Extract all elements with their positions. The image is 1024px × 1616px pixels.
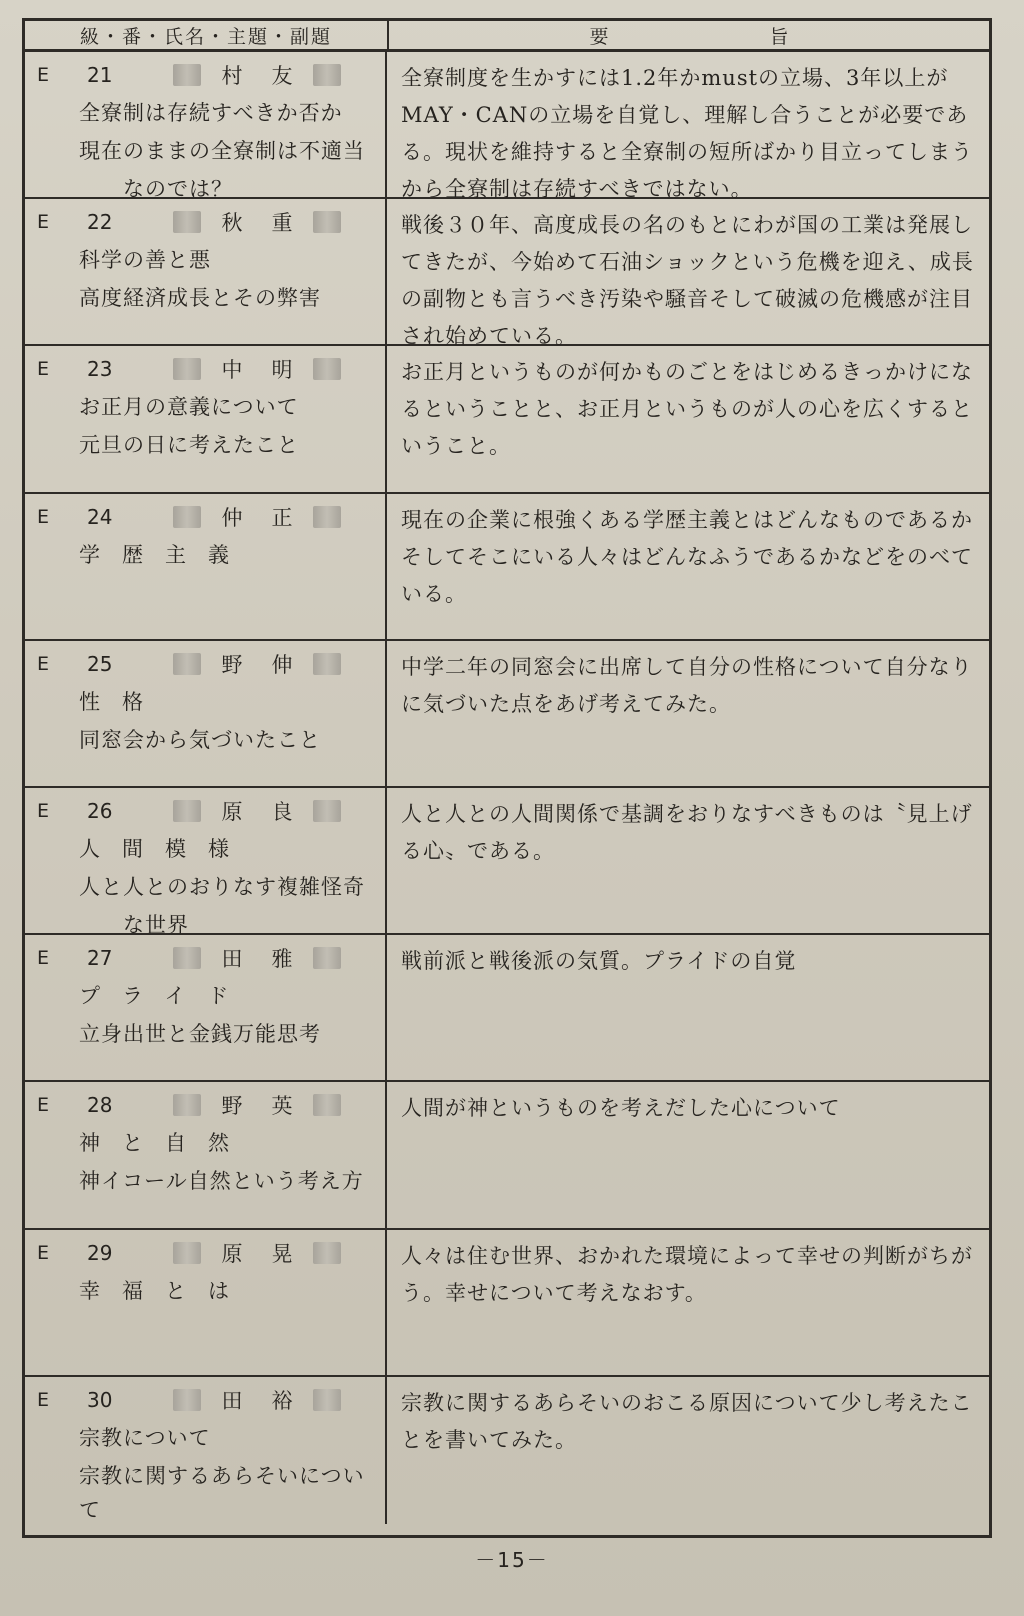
redacted-name-part — [313, 800, 341, 822]
entry-info — [25, 494, 387, 639]
entry-class: E — [37, 652, 50, 675]
entry-title: 宗教について — [79, 1425, 211, 1450]
table-row — [25, 494, 989, 641]
entry-info — [25, 346, 387, 491]
name-char-1: 田 — [221, 1388, 243, 1413]
redacted-name-part — [313, 947, 341, 969]
entry-class: E — [37, 505, 50, 528]
entry-subtitle: 同窓会から気づいたこと — [79, 727, 321, 752]
entry-subtitle: 高度経済成長とその弊害 — [79, 286, 321, 311]
entry-number: 24 — [87, 504, 113, 529]
entry-title: 人間模様 — [79, 836, 251, 861]
entry-info — [25, 199, 387, 344]
redacted-name-part — [173, 211, 201, 233]
entry-summary: 現在の企業に根強くある学歴主義とはどんなものであるかそしてそこにいる人々はどんなふうであるかなどをのべている。 — [401, 507, 973, 606]
entry-title: 科学の善と悪 — [79, 248, 211, 273]
name-char-1: 田 — [221, 947, 243, 972]
entry-id-line — [37, 352, 375, 386]
entry-summary: 人間が神というものを考えだした心について — [401, 1096, 841, 1121]
redacted-name-part — [313, 1094, 341, 1116]
entry-subtitle-cont: なのでは？ — [123, 177, 233, 201]
entry-id-line — [37, 941, 375, 975]
entry-title: 全寮制は存続すべきか否か — [79, 101, 343, 125]
entry-summary: 戦後３０年、高度成長の名のもとにわが国の工業は発展してきたが、今始めて石油ショックという危機を迎え、成長の副物とも言うべき汚染や騒音そして破滅の危機感が注目され始めている。 — [401, 213, 974, 349]
table-row — [25, 1377, 989, 1524]
entry-summary: 宗教に関するあらそいのおこる原因について少し考えたことを書いてみた。 — [401, 1390, 973, 1452]
name-char-1: 村 — [221, 64, 243, 88]
table-body — [25, 52, 989, 1524]
table-header — [25, 21, 989, 52]
name-char-2: 友 — [271, 64, 293, 88]
name-char-1: 野 — [221, 1094, 243, 1119]
entry-info — [25, 788, 387, 937]
name-char-2: 重 — [271, 211, 293, 236]
redacted-name-part — [313, 1242, 341, 1264]
entry-info — [25, 52, 387, 201]
redacted-name-part — [173, 1094, 201, 1116]
table-row — [25, 788, 989, 935]
name-char-1: 秋 — [221, 211, 243, 236]
name-char-1: 原 — [221, 799, 243, 824]
entry-title: お正月の意義について — [79, 395, 299, 420]
name-char-2: 英 — [271, 1094, 293, 1119]
entry-class: E — [37, 64, 50, 86]
entry-class: E — [37, 947, 50, 970]
entry-id-line — [37, 500, 375, 534]
redacted-name-part — [313, 1389, 341, 1411]
entry-number: 23 — [87, 357, 113, 382]
redacted-name-part — [313, 506, 341, 528]
entry-subtitle-cont: な世界 — [123, 912, 189, 937]
name-char-1: 中 — [221, 358, 243, 383]
entry-number: 29 — [87, 1240, 113, 1265]
redacted-name-part — [313, 211, 341, 233]
entry-class: E — [37, 211, 50, 234]
entry-summary: 人々は住む世界、おかれた環境によって幸せの判断がちがう。幸せについて考えなおす。 — [401, 1243, 973, 1305]
redacted-name-part — [173, 1389, 201, 1411]
entry-summary: 全寮制度を生かすには1.2年かmustの立場、3年以上がMAY・CANの立場を自覚し、理解し合うことが必要である。現状を維持すると全寮制の短所ばかり目立ってしまうから全寮制は存続すべきではない。 — [401, 66, 973, 201]
entry-title: 神と自然 — [79, 1131, 251, 1156]
entry-title: 性格 — [79, 689, 165, 714]
entry-class: E — [37, 799, 50, 822]
entry-number: 22 — [87, 210, 113, 235]
entry-id-line — [37, 1088, 375, 1122]
table-row — [25, 346, 989, 493]
header-right-a: 要 — [589, 25, 609, 48]
entry-title: 幸福とは — [79, 1278, 251, 1303]
entry-id-line — [37, 1236, 375, 1270]
entry-class: E — [37, 358, 50, 381]
redacted-name-part — [313, 653, 341, 675]
entry-summary: 戦前派と戦後派の気質。プライドの自覚 — [401, 949, 797, 974]
redacted-name-part — [313, 64, 341, 86]
name-char-1: 野 — [221, 652, 243, 677]
page-number: －15－ — [475, 1548, 549, 1572]
table-row — [25, 1082, 989, 1229]
entry-number: 21 — [87, 63, 113, 87]
name-char-1: 仲 — [221, 505, 243, 530]
entry-subtitle: 神イコール自然という考え方 — [79, 1169, 364, 1194]
entry-class: E — [37, 1241, 50, 1264]
name-char-2: 裕 — [271, 1388, 293, 1413]
entry-summary: 中学二年の同窓会に出席して自分の性格について自分なりに気づいた点をあげ考えてみた。 — [401, 654, 973, 716]
entry-id-line — [37, 58, 375, 92]
name-char-2: 良 — [271, 799, 293, 824]
redacted-name-part — [173, 800, 201, 822]
entry-number: 25 — [87, 651, 113, 676]
name-char-2: 正 — [271, 505, 293, 530]
header-right — [389, 21, 989, 49]
redacted-name-part — [173, 653, 201, 675]
entry-info — [25, 935, 387, 1080]
entry-title: プライド — [79, 984, 251, 1009]
entry-number: 27 — [87, 946, 113, 971]
name-char-2: 明 — [271, 358, 293, 383]
entry-id-line — [37, 647, 375, 681]
name-char-1: 原 — [221, 1241, 243, 1266]
entry-number: 28 — [87, 1093, 113, 1118]
entry-subtitle: 人と人とのおりなす複雑怪奇 — [79, 874, 365, 899]
table-row — [25, 935, 989, 1082]
entry-subtitle: 現在のままの全寮制は不適当 — [79, 139, 365, 163]
entry-info — [25, 1377, 387, 1524]
entry-class: E — [37, 1094, 50, 1117]
redacted-name-part — [173, 64, 201, 86]
entry-info — [25, 1082, 387, 1227]
name-char-2: 伸 — [271, 652, 293, 677]
table-row — [25, 641, 989, 788]
table-row — [25, 52, 989, 199]
abstract-table — [22, 18, 992, 1538]
entry-subtitle: 宗教に関するあらそいについて — [79, 1463, 365, 1522]
entry-info — [25, 641, 387, 786]
entry-number: 30 — [87, 1387, 113, 1412]
entry-number: 26 — [87, 798, 113, 823]
entry-summary: 人と人との人間関係で基調をおりなすべきものは〝見上げる心〟である。 — [401, 801, 973, 863]
entry-id-line — [37, 1383, 375, 1417]
entry-summary: お正月というものが何かものごとをはじめるきっかけになるということと、お正月というものが人の心を広くするということ。 — [401, 360, 973, 459]
redacted-name-part — [173, 1242, 201, 1264]
entry-class: E — [37, 1388, 50, 1411]
redacted-name-part — [173, 358, 201, 380]
redacted-name-part — [313, 358, 341, 380]
header-left: 級・番・氏名・主題・副題 — [25, 21, 389, 49]
entry-subtitle: 元旦の日に考えたこと — [79, 433, 299, 458]
entry-info — [25, 1230, 387, 1375]
table-row — [25, 1230, 989, 1377]
redacted-name-part — [173, 506, 201, 528]
header-right-b: 旨 — [769, 25, 789, 48]
entry-title: 学歴主義 — [79, 542, 251, 567]
redacted-name-part — [173, 947, 201, 969]
entry-subtitle: 立身出世と金銭万能思考 — [79, 1022, 321, 1047]
table-row — [25, 199, 989, 349]
entry-id-line — [37, 794, 375, 828]
entry-id-line — [37, 205, 375, 239]
name-char-2: 雅 — [271, 947, 293, 972]
name-char-2: 晃 — [271, 1241, 293, 1266]
